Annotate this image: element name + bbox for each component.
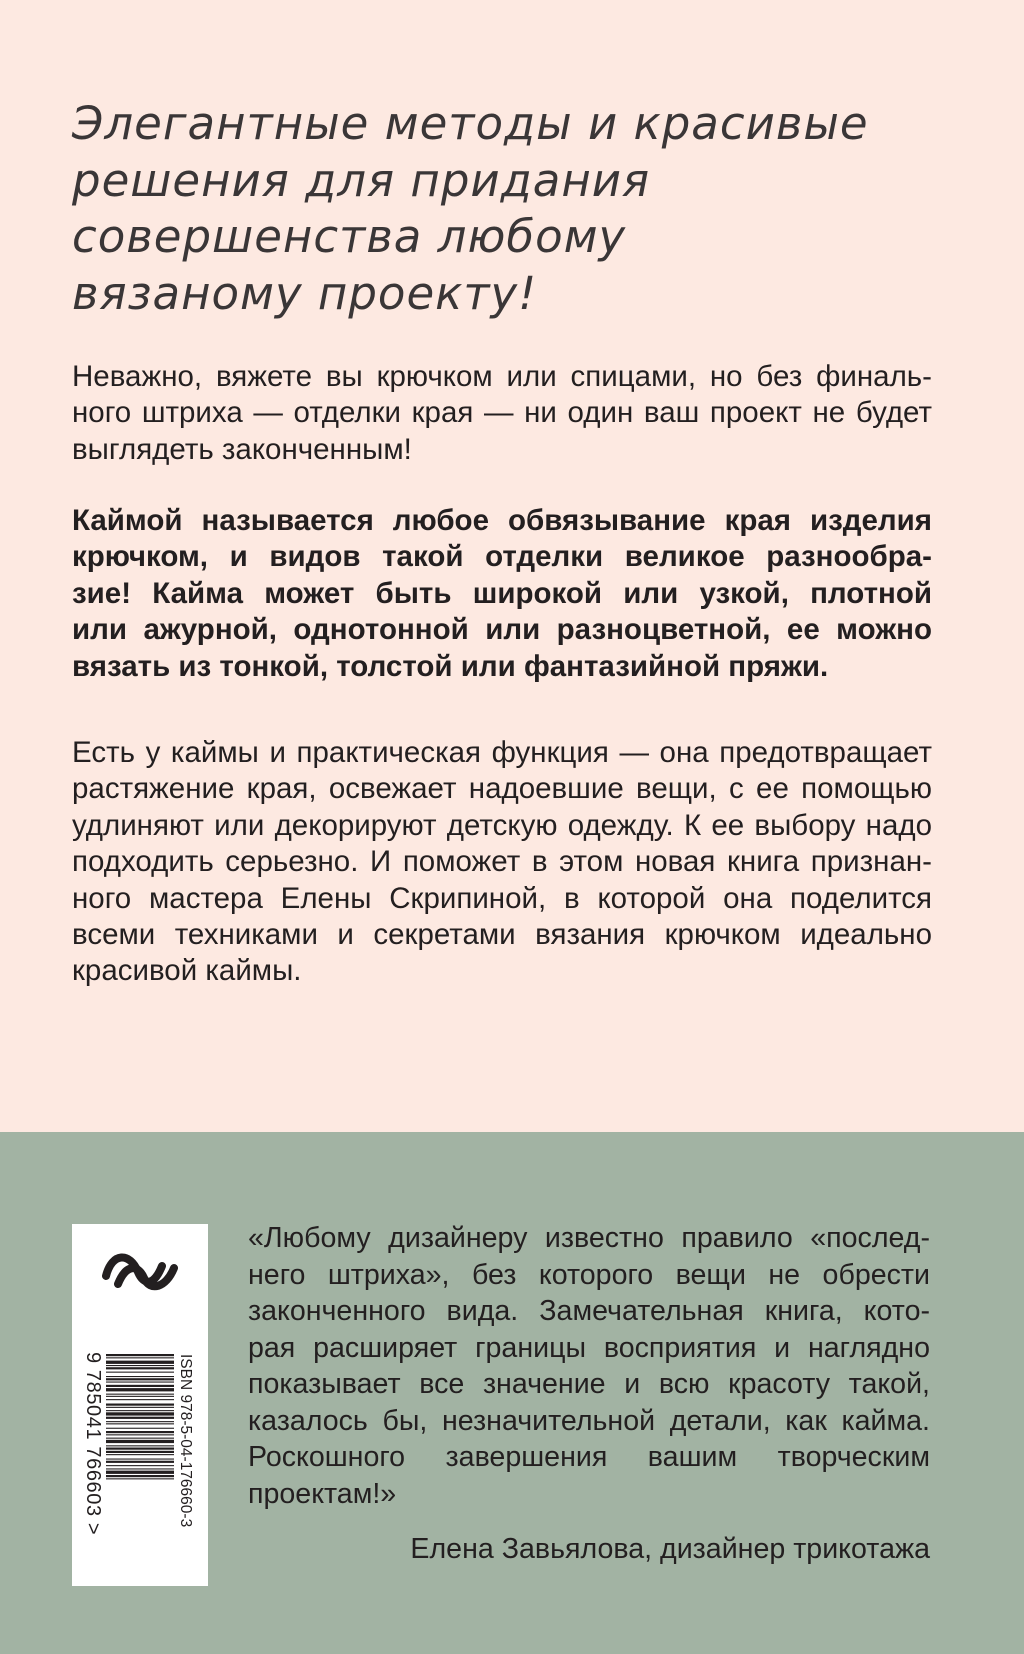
- barcode-bar: [106, 1412, 174, 1415]
- paragraph-line: всеми техниками и секретами вязания крючком идеально: [72, 918, 932, 952]
- barcode-bar: [106, 1396, 174, 1397]
- barcode-bar: [106, 1478, 174, 1479]
- quote-line: «Любому дизайнеру известно правило «послед-: [248, 1222, 930, 1254]
- barcode-bar: [106, 1376, 174, 1377]
- barcode-bar: [106, 1361, 174, 1364]
- bold-paragraph: [72, 503, 932, 685]
- barcode-bar: [106, 1423, 174, 1424]
- barcode-bar: [106, 1459, 174, 1460]
- barcode-bar: [106, 1399, 174, 1400]
- headline: [72, 96, 952, 322]
- barcode-bar: [106, 1468, 174, 1469]
- barcode-bar: [106, 1461, 174, 1463]
- paragraph-line: выглядеть законченным!: [72, 432, 412, 466]
- barcode-bar: [106, 1431, 174, 1433]
- quote-line: казалось бы, незначительной детали, как кайма.: [248, 1404, 930, 1437]
- headline-line: Элегантные методы и красивые: [72, 97, 869, 150]
- barcode-bar: [106, 1475, 174, 1477]
- barcode-bar: [106, 1434, 174, 1435]
- isbn-barcode: [106, 1354, 174, 1574]
- barcode-bar: [106, 1367, 174, 1369]
- barcode-digits: 9 785041 766603 >: [82, 1352, 104, 1536]
- barcode-bar: [106, 1428, 174, 1429]
- barcode-bar: [106, 1445, 174, 1446]
- quote-line: проектам!»: [248, 1477, 397, 1510]
- paragraph-line: подходить серьезно. И поможет в этом новая книга признан-: [72, 845, 932, 879]
- headline-line: вязаному проекту!: [72, 266, 538, 320]
- paragraph-line: ного штриха — отделки края — ни один ваш проект не будет: [72, 396, 932, 430]
- paragraph-line: Каймой называется любое обвязывание края изделия: [72, 504, 932, 537]
- isbn-text: ISBN 978-5-04-176660-3: [177, 1354, 194, 1528]
- review-quote: [248, 1220, 930, 1512]
- quote-line: Роскошного завершения вашим творческим: [248, 1441, 930, 1473]
- barcode-bar: [106, 1385, 174, 1387]
- paragraph-line: Неважно, вяжете вы крючком или спицами, но без финаль-: [72, 360, 932, 393]
- intro-paragraph: [72, 359, 932, 468]
- paragraph-line: ного мастера Елены Скрипиной, в которой она поделится: [72, 881, 932, 915]
- barcode-bar: [106, 1378, 174, 1380]
- barcode-bar: [106, 1440, 174, 1443]
- paragraph-line: или ажурной, однотонной или разноцветной, ее можно: [72, 613, 932, 647]
- barcode-bar: [106, 1451, 174, 1453]
- paragraph-line: зие! Кайма может быть широкой или узкой, плотной: [72, 576, 932, 610]
- paragraph-line: Есть у каймы и практическая функция — она предотвращает: [72, 736, 932, 769]
- barcode-bar: [106, 1388, 174, 1391]
- barcode-bar: [106, 1404, 174, 1406]
- paragraph-line: красивой каймы.: [72, 954, 302, 988]
- barcode-bar: [106, 1394, 174, 1395]
- paragraph-line: крючком, и видов такой отделки великое разнообра-: [72, 540, 932, 574]
- publisher-wave-logo-icon: [102, 1248, 178, 1294]
- barcode-bar: [106, 1448, 174, 1450]
- barcode-bar: [106, 1438, 174, 1439]
- barcode-bar: [106, 1421, 174, 1422]
- barcode-bar: [106, 1471, 174, 1474]
- description-paragraph: [72, 735, 932, 990]
- quote-line: показывает все значение и всю красоту такой,: [248, 1368, 930, 1400]
- quote-attribution: Елена Завьялова, дизайнер трикотажа: [410, 1533, 930, 1565]
- quote-line: законченного вида. Замечательная книга, кото-: [248, 1295, 930, 1327]
- quote-line: него штриха», без которого вещи не обрести: [248, 1258, 930, 1291]
- quote-line: рая расширяет границы восприятия и наглядно: [248, 1331, 930, 1364]
- paragraph-line: вязать из тонкой, толстой или фантазийной пряжи.: [72, 649, 829, 683]
- paragraph-line: растяжение края, освежает надоевшие вещи, с ее помощью: [72, 772, 932, 806]
- paragraph-line: удлиняют или декорируют детскую одежду. К ее выбору надо: [72, 808, 932, 842]
- barcode-bar: [106, 1357, 174, 1358]
- barcode-bar: [106, 1407, 174, 1408]
- barcode-bar: [106, 1465, 174, 1466]
- barcode-bar: [106, 1372, 174, 1373]
- barcode-bar: [106, 1454, 174, 1455]
- barcode-bar: [106, 1417, 174, 1419]
- headline-line: решения для придания: [72, 153, 651, 207]
- headline-line: совершенства любому: [72, 210, 627, 263]
- barcode-bar: [106, 1382, 174, 1383]
- barcode-bar: [106, 1365, 174, 1366]
- barcode-bar: [106, 1410, 174, 1411]
- barcode-bar: [106, 1354, 174, 1356]
